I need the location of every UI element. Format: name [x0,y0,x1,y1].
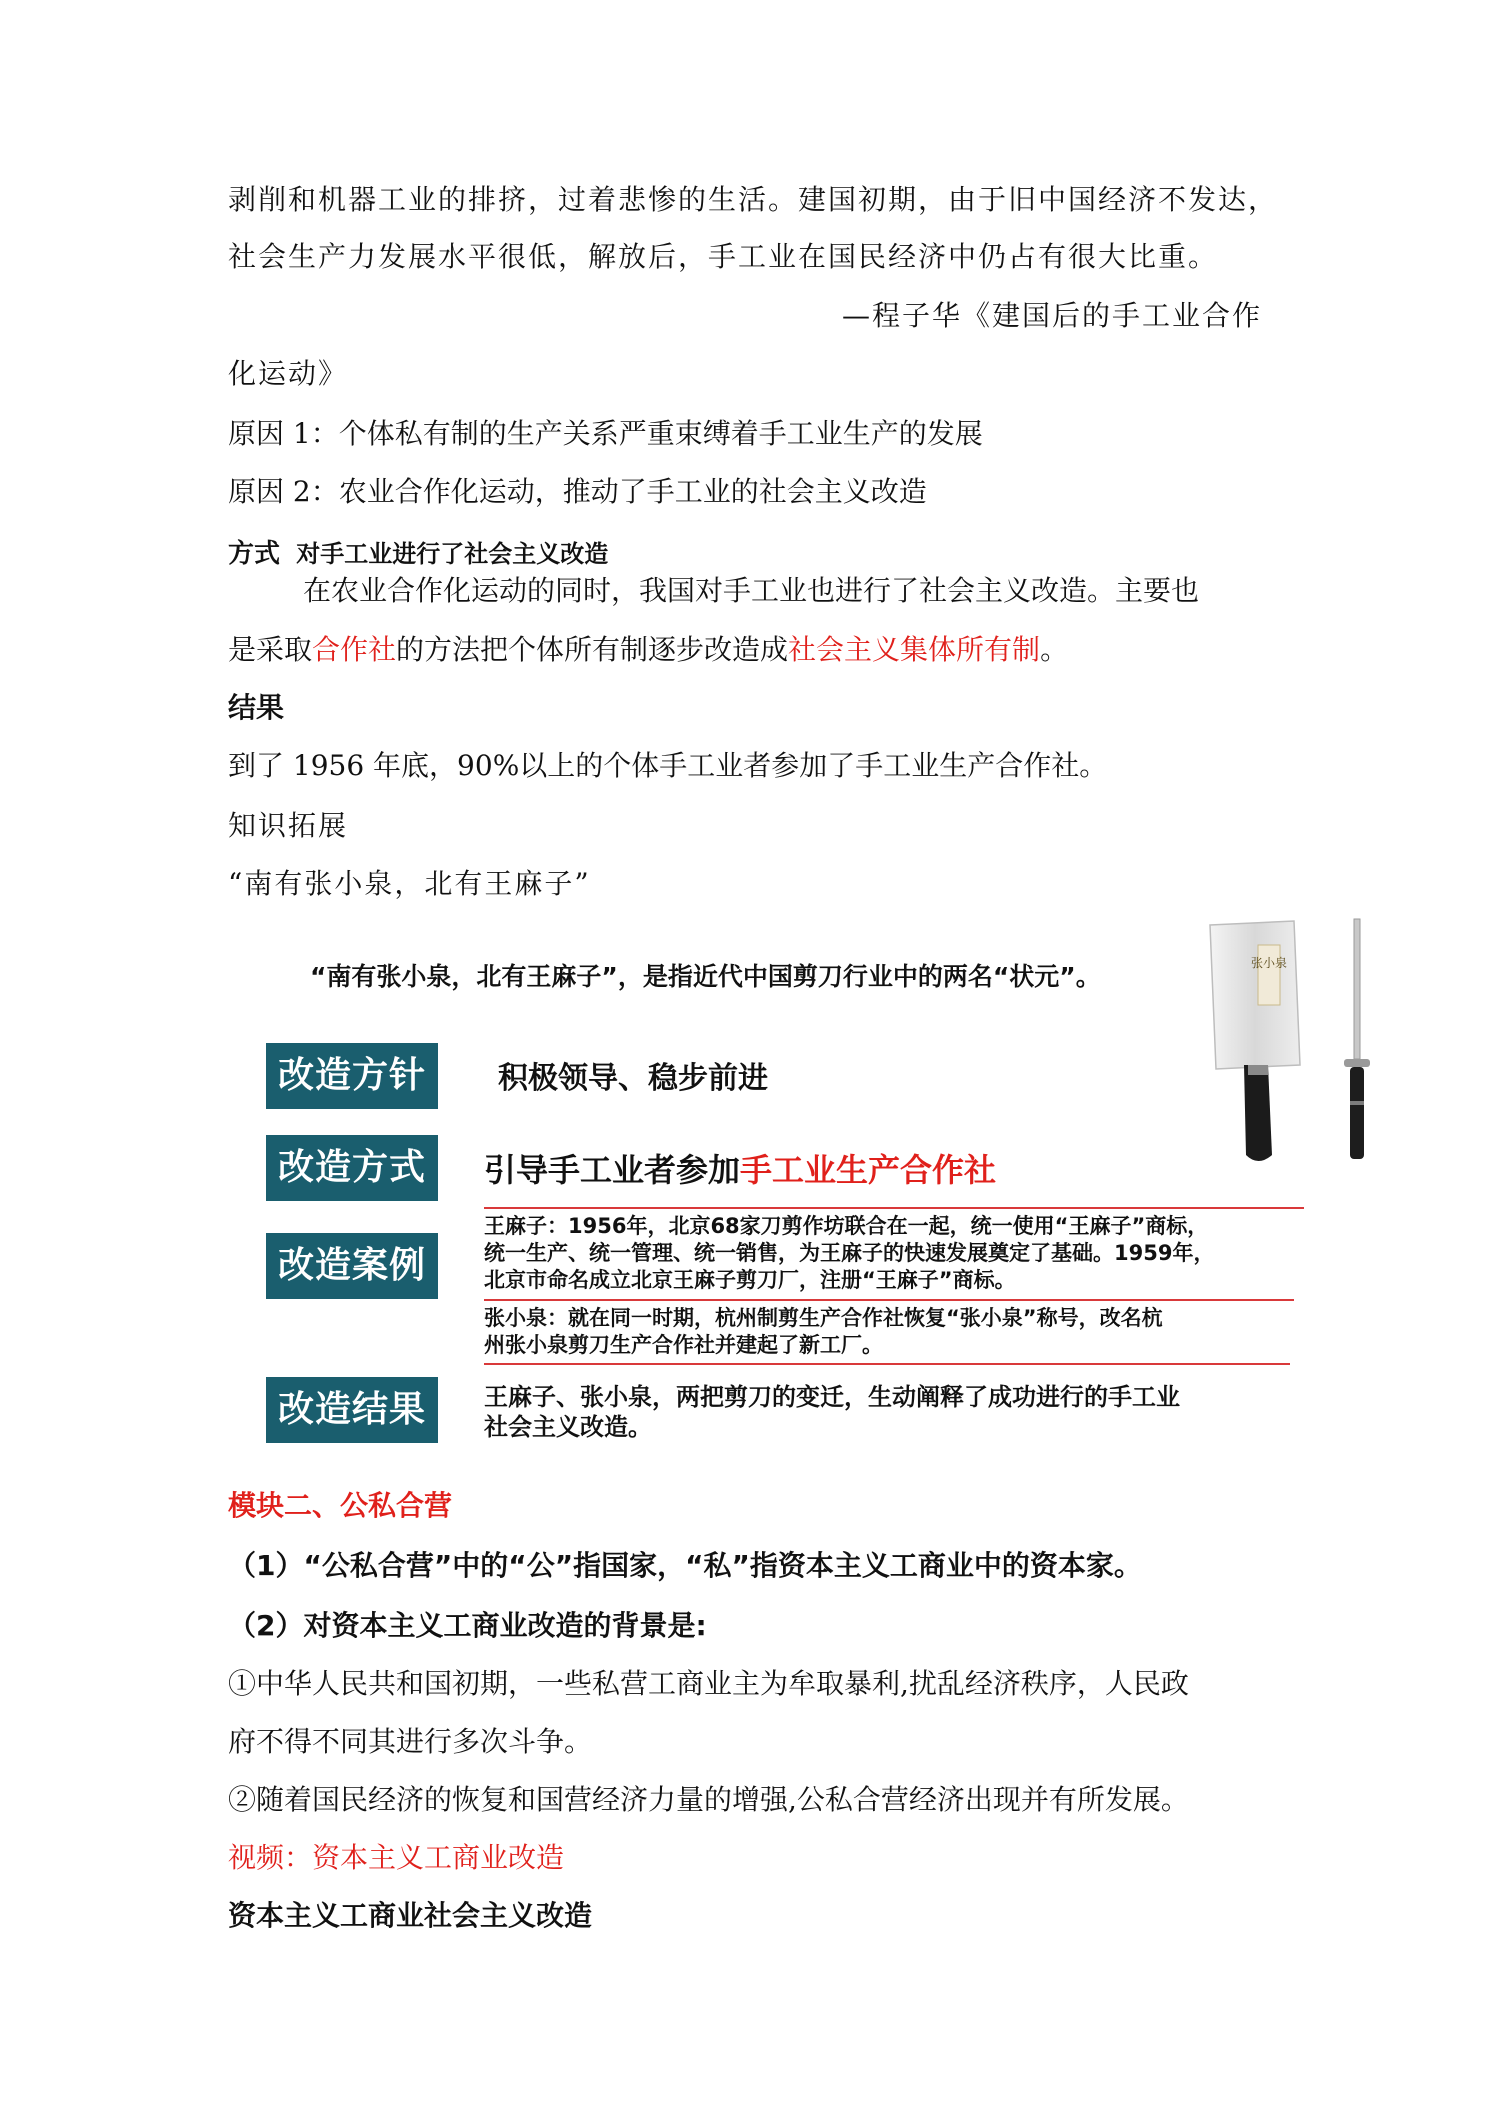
label-box-result: 改造结果 [266,1377,438,1443]
case-wang-line: 北京市命名成立北京王麻子剪刀厂，注册“王麻子”商标。 [484,1268,1016,1292]
module2-heading: 模块二、公私合营 [228,1489,453,1522]
label-box-policy: 改造方针 [266,1043,438,1109]
reason-1: 原因 1：个体私有制的生产关系严重束缚着手工业生产的发展 [228,417,983,450]
module2-item-1: （1）“公私合营”中的“公”指国家，“私”指资本主义工商业中的资本家。 [228,1549,1142,1582]
section-heading: 资本主义工商业社会主义改造 [228,1899,593,1932]
case-zhang-line: 州张小泉剪刀生产合作社并建起了新工厂。 [484,1333,883,1357]
highlight-term: 合作社 [312,633,397,666]
extension-heading: 知识拓展 [228,809,349,842]
paragraph-line: 剥削和机器工业的排挤，过着悲惨的生活。建国初期，由于旧中国经济不发达， [228,183,1279,216]
result-line: 王麻子、张小泉，两把剪刀的变迁，生动阐释了成功进行的手工业 [484,1383,1180,1411]
case-zhang-line: 张小泉：就在同一时期，杭州制剪生产合作社恢复“张小泉”称号，改名杭 [484,1306,1163,1330]
text: 是采取 [228,633,313,666]
result-line: 社会主义改造。 [484,1413,652,1441]
citation: —程子华《建国后的手工业合作 [841,299,1262,332]
reform-infographic [258,915,1378,1475]
highlight-term: 社会主义集体所有制 [788,633,1041,666]
extension-quote: “南有张小泉，北有王麻子” [228,867,591,900]
reason-2: 原因 2：农业合作化运动，推动了手工业的社会主义改造 [228,475,927,508]
label-box-case: 改造案例 [266,1233,438,1299]
citation-continued: 化运动》 [228,357,349,390]
result-heading: 结果 [228,691,285,724]
divider [484,1207,1304,1209]
method-heading-row [228,534,608,574]
method-line: 在农业合作化运动的同时，我国对手工业也进行了社会主义改造。主要也 [303,574,1200,607]
background-point-1-cont: 府不得不同其进行多次斗争。 [228,1725,593,1758]
case-wang-line: 王麻子：1956年，北京68家刀剪作坊联合在一起，统一使用“王麻子”商标， [484,1214,1209,1238]
method-heading: 方式 [228,539,281,569]
sharpening-steel-image [1338,915,1378,1165]
policy-text: 积极领导、稳步前进 [498,1061,768,1096]
cleaver-seal [1258,945,1280,1005]
result-text: 到了 1956 年底，90%以上的个体手工业者参加了手工业生产合作社。 [228,749,1108,782]
text: 。 [1040,633,1069,666]
figure-header: “南有张小泉，北有王麻子”，是指近代中国剪刀行业中的两名“状元”。 [310,962,1101,991]
video-link[interactable]: 视频：资本主义工商业改造 [228,1841,565,1874]
text: 的方法把个体所有制逐步改造成 [396,633,789,666]
case-wang-line: 统一生产、统一管理、统一销售，为王麻子的快速发展奠定了基础。1959年， [484,1241,1215,1265]
method-line [228,630,1068,670]
background-point-2: ②随着国民经济的恢复和国营经济力量的增强,公私合营经济出现并有所发展。 [228,1783,1189,1816]
method-text [484,1145,996,1191]
divider [484,1363,1290,1365]
divider [484,1299,1294,1301]
label-box-method: 改造方式 [266,1135,438,1201]
method-subheading: 对手工业进行了社会主义改造 [296,540,609,568]
paragraph-line: 社会生产力发展水平很低，解放后，手工业在国民经济中仍占有很大比重。 [228,240,1219,273]
background-point-1: ①中华人民共和国初期，一些私营工商业主为牟取暴利,扰乱经济秩序，人民政 [228,1667,1189,1700]
text: 引导手工业者参加 [484,1151,741,1189]
cleaver-image [1198,915,1318,1165]
highlight-term: 手工业生产合作社 [740,1151,997,1189]
cleaver-label: 张小泉 [1250,956,1288,970]
module2-item-2: （2）对资本主义工商业改造的背景是: [228,1609,707,1642]
